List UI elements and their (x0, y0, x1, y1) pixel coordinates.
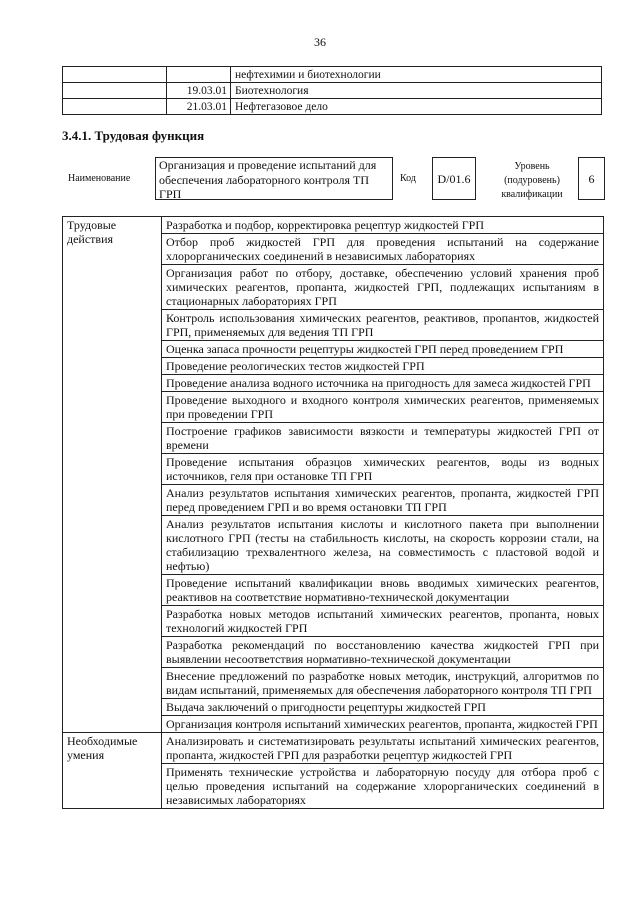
qualification-level-label: Уровень (подуровень) квалификации (501, 161, 563, 200)
labor-action: Проведение анализа водного источника на пригодность для замеса жидкостей ГРП (162, 375, 604, 392)
labor-action: Разработка новых методов испытаний химических реагентов, пропанта, новых технологий жидкостей ГРП (162, 606, 604, 637)
section-title: 3.4.1. Трудовая функция (62, 128, 205, 143)
specialty-name: Нефтегазовое дело (231, 99, 602, 115)
labor-function-table-body (63, 217, 604, 809)
labor-action: Контроль использования химических реагентов, реактивов, пропантов, жидкостей ГРП, применяемых для ведения ТП ГРП (162, 310, 604, 341)
labor-action: Проведение выходного и входного контроля химических реагентов, применяемых при проведении ГРП (162, 392, 604, 423)
qualification-level-box: 6 (578, 157, 605, 200)
labor-action: Организация контроля испытаний химических реагентов, пропанта, жидкостей ГРП (162, 716, 604, 733)
required-skill: Применять технические устройства и лабораторную посуду для отбора проб с целью проведения испытаний на содержание хлорорганических соединений в независимых лабораториях (162, 764, 604, 809)
required-skill-group-label: Необходимые умения (63, 733, 162, 809)
specialty-name: нефтехимии и биотехнологии (231, 67, 602, 83)
labor-action: Анализ результатов испытания кислоты и кислотного пакета при выполнении кислотного ГРП (тесты на стабильность кислоты, на скорость коррозии стали, на стабилизацию трехвалентного железа, на совместимость с пластовой водой и нефтью) (162, 516, 604, 575)
labor-action: Анализ результатов испытания химических реагентов, пропанта, жидкостей ГРП перед проведением ГРП и во время остановки ТП ГРП (162, 485, 604, 516)
table-row (63, 733, 604, 764)
labor-function-header (62, 154, 610, 204)
labor-action: Проведение испытаний квалификации вновь вводимых химических реагентов, реактивов на соответствие нормативно-технической документации (162, 575, 604, 606)
table-row (63, 99, 602, 115)
labor-function-table (62, 216, 604, 809)
code-label: Код (400, 173, 416, 184)
function-name-box: Организация и проведение испытаний для обеспечения лабораторного контроля ТП ГРП (155, 157, 393, 200)
table-cell-empty (63, 99, 167, 115)
required-skill: Анализировать и систематизировать результаты испытаний химических реагентов, пропанта, жидкостей ГРП для разработки рецептур жидкостей ГРП (162, 733, 604, 764)
labor-action: Внесение предложений по разработке новых методик, инструкций, алгоритмов по видам испытаний, применяемых для обеспечения лабораторного контроля ТП ГРП (162, 668, 604, 699)
name-label: Наименование (68, 173, 131, 184)
table-row (63, 83, 602, 99)
specialty-code: 19.03.01 (167, 83, 231, 99)
specialty-name: Биотехнология (231, 83, 602, 99)
page-number: 36 (314, 35, 326, 49)
table-row (63, 217, 604, 234)
labor-action: Построение графиков зависимости вязкости и температуры жидкостей ГРП от времени (162, 423, 604, 454)
specialty-code: 21.03.01 (167, 99, 231, 115)
specialty-code (167, 67, 231, 83)
labor-action: Разработка и подбор, корректировка рецептур жидкостей ГРП (162, 217, 604, 234)
labor-action: Проведение испытания образцов химических реагентов, воды из водных источников, геля при остановке ТП ГРП (162, 454, 604, 485)
specialty-codes-table (62, 66, 602, 115)
labor-action: Проведение реологических тестов жидкостей ГРП (162, 358, 604, 375)
function-code-box: D/01.6 (432, 157, 476, 200)
table-cell-empty (63, 83, 167, 99)
labor-action-group-label: Трудовые действия (63, 217, 162, 733)
labor-action: Оценка запаса прочности рецептуры жидкостей ГРП перед проведением ГРП (162, 341, 604, 358)
table-row (63, 67, 602, 83)
labor-action: Разработка рекомендаций по восстановлению качества жидкостей ГРП при выявлении несоответствия нормативно-технической документации (162, 637, 604, 668)
labor-action: Выдача заключений о пригодности рецептуры жидкостей ГРП (162, 699, 604, 716)
labor-action: Организация работ по отбору, доставке, обеспечению условий хранения проб химических реагентов, пропанта, жидкостей ГРП, подлежащих испытаниям в стационарных лабораториях ГРП (162, 265, 604, 310)
labor-action: Отбор проб жидкостей ГРП для проведения испытаний на содержание хлорорганических соединений в независимых лабораториях (162, 234, 604, 265)
table-cell-empty (63, 67, 167, 83)
